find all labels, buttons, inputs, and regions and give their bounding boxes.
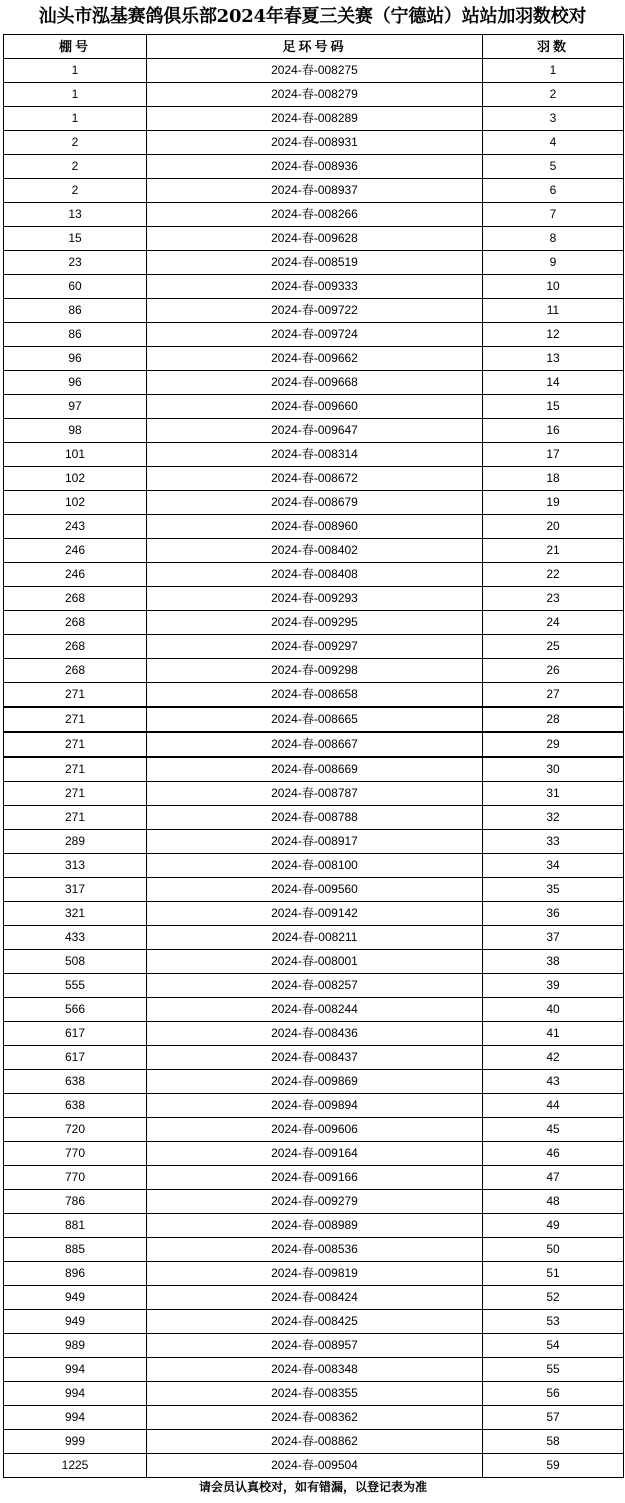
cell-ring: 2024-春-008658 bbox=[147, 683, 483, 708]
table-row bbox=[4, 1286, 624, 1310]
cell-loft: 770 bbox=[4, 1142, 147, 1166]
table-row bbox=[4, 926, 624, 950]
table-row bbox=[4, 515, 624, 539]
cell-loft: 2 bbox=[4, 131, 147, 155]
cell-count: 33 bbox=[483, 830, 624, 854]
cell-ring: 2024-春-008001 bbox=[147, 950, 483, 974]
cell-ring: 2024-春-008348 bbox=[147, 1358, 483, 1382]
cell-count: 24 bbox=[483, 611, 624, 635]
cell-ring: 2024-春-008669 bbox=[147, 757, 483, 782]
table-row bbox=[4, 1310, 624, 1334]
cell-loft: 271 bbox=[4, 782, 147, 806]
cell-count: 37 bbox=[483, 926, 624, 950]
cell-loft: 786 bbox=[4, 1190, 147, 1214]
table-row bbox=[4, 1334, 624, 1358]
cell-loft: 98 bbox=[4, 419, 147, 443]
table-row bbox=[4, 902, 624, 926]
cell-ring: 2024-春-008665 bbox=[147, 707, 483, 732]
table-row bbox=[4, 275, 624, 299]
cell-count: 7 bbox=[483, 203, 624, 227]
cell-ring: 2024-春-009606 bbox=[147, 1118, 483, 1142]
cell-loft: 896 bbox=[4, 1262, 147, 1286]
cell-ring: 2024-春-008436 bbox=[147, 1022, 483, 1046]
cell-ring: 2024-春-008936 bbox=[147, 155, 483, 179]
cell-ring: 2024-春-008937 bbox=[147, 179, 483, 203]
cell-loft: 96 bbox=[4, 347, 147, 371]
table-row bbox=[4, 155, 624, 179]
table-row bbox=[4, 1358, 624, 1382]
table-row bbox=[4, 830, 624, 854]
table-row bbox=[4, 443, 624, 467]
cell-loft: 885 bbox=[4, 1238, 147, 1262]
page-title: 汕头市泓基赛鸽俱乐部2024年春夏三关赛（宁德站）站站加羽数校对 bbox=[38, 6, 587, 27]
cell-loft: 994 bbox=[4, 1382, 147, 1406]
cell-count: 13 bbox=[483, 347, 624, 371]
table-row bbox=[4, 1430, 624, 1454]
cell-count: 51 bbox=[483, 1262, 624, 1286]
cell-ring: 2024-春-009894 bbox=[147, 1094, 483, 1118]
table-row bbox=[4, 878, 624, 902]
table-row bbox=[4, 1382, 624, 1406]
cell-count: 15 bbox=[483, 395, 624, 419]
cell-loft: 720 bbox=[4, 1118, 147, 1142]
cell-loft: 989 bbox=[4, 1334, 147, 1358]
cell-ring: 2024-春-008672 bbox=[147, 467, 483, 491]
cell-loft: 243 bbox=[4, 515, 147, 539]
cell-ring: 2024-春-009722 bbox=[147, 299, 483, 323]
cell-ring: 2024-春-008257 bbox=[147, 974, 483, 998]
cell-count: 16 bbox=[483, 419, 624, 443]
cell-loft: 268 bbox=[4, 587, 147, 611]
cell-loft: 246 bbox=[4, 539, 147, 563]
cell-count: 11 bbox=[483, 299, 624, 323]
table-row bbox=[4, 998, 624, 1022]
table-row bbox=[4, 1406, 624, 1430]
cell-count: 54 bbox=[483, 1334, 624, 1358]
table-row bbox=[4, 491, 624, 515]
table-row bbox=[4, 1070, 624, 1094]
cell-count: 21 bbox=[483, 539, 624, 563]
cell-count: 3 bbox=[483, 107, 624, 131]
cell-count: 18 bbox=[483, 467, 624, 491]
cell-ring: 2024-春-008788 bbox=[147, 806, 483, 830]
cell-loft: 1225 bbox=[4, 1454, 147, 1478]
cell-count: 40 bbox=[483, 998, 624, 1022]
table-row bbox=[4, 782, 624, 806]
cell-ring: 2024-春-008787 bbox=[147, 782, 483, 806]
cell-count: 47 bbox=[483, 1166, 624, 1190]
cell-count: 39 bbox=[483, 974, 624, 998]
cell-count: 20 bbox=[483, 515, 624, 539]
cell-count: 38 bbox=[483, 950, 624, 974]
cell-loft: 638 bbox=[4, 1094, 147, 1118]
cell-count: 31 bbox=[483, 782, 624, 806]
cell-ring: 2024-春-008314 bbox=[147, 443, 483, 467]
cell-ring: 2024-春-008355 bbox=[147, 1382, 483, 1406]
cell-loft: 271 bbox=[4, 806, 147, 830]
cell-count: 58 bbox=[483, 1430, 624, 1454]
cell-loft: 268 bbox=[4, 659, 147, 683]
cell-count: 2 bbox=[483, 83, 624, 107]
table-row bbox=[4, 1142, 624, 1166]
cell-ring: 2024-春-009293 bbox=[147, 587, 483, 611]
cell-ring: 2024-春-009724 bbox=[147, 323, 483, 347]
cell-count: 43 bbox=[483, 1070, 624, 1094]
table-row bbox=[4, 1046, 624, 1070]
cell-loft: 1 bbox=[4, 107, 147, 131]
cell-loft: 271 bbox=[4, 683, 147, 708]
cell-count: 48 bbox=[483, 1190, 624, 1214]
cell-ring: 2024-春-009660 bbox=[147, 395, 483, 419]
cell-ring: 2024-春-008931 bbox=[147, 131, 483, 155]
cell-ring: 2024-春-008424 bbox=[147, 1286, 483, 1310]
cell-loft: 2 bbox=[4, 179, 147, 203]
table-row bbox=[4, 1166, 624, 1190]
table-row bbox=[4, 563, 624, 587]
table-row bbox=[4, 683, 624, 708]
cell-loft: 321 bbox=[4, 902, 147, 926]
column-header-count: 羽数 bbox=[483, 35, 624, 59]
cell-count: 56 bbox=[483, 1382, 624, 1406]
cell-loft: 999 bbox=[4, 1430, 147, 1454]
table-row bbox=[4, 59, 624, 83]
table-row bbox=[4, 467, 624, 491]
cell-ring: 2024-春-009869 bbox=[147, 1070, 483, 1094]
footer-note: 请会员认真校对，如有错漏，以登记表为准 bbox=[198, 1480, 427, 1494]
cell-count: 32 bbox=[483, 806, 624, 830]
cell-loft: 313 bbox=[4, 854, 147, 878]
cell-count: 59 bbox=[483, 1454, 624, 1478]
cell-loft: 268 bbox=[4, 611, 147, 635]
cell-loft: 23 bbox=[4, 251, 147, 275]
cell-loft: 617 bbox=[4, 1046, 147, 1070]
cell-ring: 2024-春-008960 bbox=[147, 515, 483, 539]
table-row bbox=[4, 539, 624, 563]
cell-ring: 2024-春-008279 bbox=[147, 83, 483, 107]
cell-ring: 2024-春-008362 bbox=[147, 1406, 483, 1430]
cell-ring: 2024-春-008244 bbox=[147, 998, 483, 1022]
cell-loft: 268 bbox=[4, 635, 147, 659]
table-row bbox=[4, 83, 624, 107]
table-row bbox=[4, 203, 624, 227]
cell-count: 53 bbox=[483, 1310, 624, 1334]
cell-ring: 2024-春-009166 bbox=[147, 1166, 483, 1190]
table-row bbox=[4, 227, 624, 251]
cell-count: 17 bbox=[483, 443, 624, 467]
cell-ring: 2024-春-008679 bbox=[147, 491, 483, 515]
cell-ring: 2024-春-008266 bbox=[147, 203, 483, 227]
cell-loft: 13 bbox=[4, 203, 147, 227]
cell-loft: 60 bbox=[4, 275, 147, 299]
cell-ring: 2024-春-009668 bbox=[147, 371, 483, 395]
table-row bbox=[4, 806, 624, 830]
cell-loft: 86 bbox=[4, 299, 147, 323]
cell-count: 36 bbox=[483, 902, 624, 926]
cell-ring: 2024-春-008519 bbox=[147, 251, 483, 275]
cell-ring: 2024-春-009819 bbox=[147, 1262, 483, 1286]
cell-count: 50 bbox=[483, 1238, 624, 1262]
cell-loft: 770 bbox=[4, 1166, 147, 1190]
table-row bbox=[4, 371, 624, 395]
table-row bbox=[4, 1094, 624, 1118]
cell-ring: 2024-春-008862 bbox=[147, 1430, 483, 1454]
cell-count: 28 bbox=[483, 707, 624, 732]
cell-ring: 2024-春-009628 bbox=[147, 227, 483, 251]
cell-ring: 2024-春-008408 bbox=[147, 563, 483, 587]
cell-loft: 246 bbox=[4, 563, 147, 587]
table-header-row bbox=[4, 35, 624, 59]
cell-ring: 2024-春-009647 bbox=[147, 419, 483, 443]
cell-ring: 2024-春-008100 bbox=[147, 854, 483, 878]
cell-ring: 2024-春-009295 bbox=[147, 611, 483, 635]
table-row bbox=[4, 251, 624, 275]
cell-loft: 566 bbox=[4, 998, 147, 1022]
cell-count: 46 bbox=[483, 1142, 624, 1166]
table-row bbox=[4, 611, 624, 635]
table-row bbox=[4, 1214, 624, 1238]
cell-count: 22 bbox=[483, 563, 624, 587]
results-table bbox=[3, 34, 624, 1478]
cell-ring: 2024-春-008957 bbox=[147, 1334, 483, 1358]
cell-count: 5 bbox=[483, 155, 624, 179]
cell-loft: 15 bbox=[4, 227, 147, 251]
cell-count: 9 bbox=[483, 251, 624, 275]
table-row bbox=[4, 587, 624, 611]
cell-loft: 949 bbox=[4, 1286, 147, 1310]
cell-ring: 2024-春-008275 bbox=[147, 59, 483, 83]
cell-ring: 2024-春-008211 bbox=[147, 926, 483, 950]
cell-count: 44 bbox=[483, 1094, 624, 1118]
cell-loft: 994 bbox=[4, 1406, 147, 1430]
table-row bbox=[4, 323, 624, 347]
cell-count: 1 bbox=[483, 59, 624, 83]
cell-count: 8 bbox=[483, 227, 624, 251]
cell-loft: 271 bbox=[4, 707, 147, 732]
cell-count: 27 bbox=[483, 683, 624, 708]
cell-loft: 271 bbox=[4, 757, 147, 782]
cell-ring: 2024-春-008917 bbox=[147, 830, 483, 854]
cell-ring: 2024-春-009333 bbox=[147, 275, 483, 299]
cell-count: 14 bbox=[483, 371, 624, 395]
table-body bbox=[4, 59, 624, 1478]
table-row bbox=[4, 1238, 624, 1262]
cell-loft: 86 bbox=[4, 323, 147, 347]
table-row bbox=[4, 347, 624, 371]
cell-loft: 1 bbox=[4, 83, 147, 107]
cell-loft: 617 bbox=[4, 1022, 147, 1046]
cell-loft: 2 bbox=[4, 155, 147, 179]
cell-loft: 97 bbox=[4, 395, 147, 419]
cell-count: 41 bbox=[483, 1022, 624, 1046]
table-row bbox=[4, 1022, 624, 1046]
cell-loft: 881 bbox=[4, 1214, 147, 1238]
cell-count: 52 bbox=[483, 1286, 624, 1310]
cell-count: 23 bbox=[483, 587, 624, 611]
table-row bbox=[4, 635, 624, 659]
cell-ring: 2024-春-009504 bbox=[147, 1454, 483, 1478]
cell-loft: 101 bbox=[4, 443, 147, 467]
cell-ring: 2024-春-008989 bbox=[147, 1214, 483, 1238]
cell-loft: 555 bbox=[4, 974, 147, 998]
cell-loft: 289 bbox=[4, 830, 147, 854]
cell-loft: 994 bbox=[4, 1358, 147, 1382]
table-row bbox=[4, 707, 624, 732]
cell-count: 12 bbox=[483, 323, 624, 347]
table-row bbox=[4, 1262, 624, 1286]
cell-count: 19 bbox=[483, 491, 624, 515]
cell-count: 6 bbox=[483, 179, 624, 203]
table-row bbox=[4, 299, 624, 323]
cell-loft: 317 bbox=[4, 878, 147, 902]
table-row bbox=[4, 950, 624, 974]
cell-count: 35 bbox=[483, 878, 624, 902]
cell-count: 49 bbox=[483, 1214, 624, 1238]
table-row bbox=[4, 854, 624, 878]
cell-ring: 2024-春-009298 bbox=[147, 659, 483, 683]
cell-loft: 96 bbox=[4, 371, 147, 395]
column-header-loft: 棚号 bbox=[4, 35, 147, 59]
cell-ring: 2024-春-009142 bbox=[147, 902, 483, 926]
cell-count: 42 bbox=[483, 1046, 624, 1070]
cell-ring: 2024-春-008402 bbox=[147, 539, 483, 563]
cell-ring: 2024-春-009164 bbox=[147, 1142, 483, 1166]
cell-loft: 1 bbox=[4, 59, 147, 83]
cell-ring: 2024-春-009662 bbox=[147, 347, 483, 371]
table-row bbox=[4, 757, 624, 782]
cell-ring: 2024-春-008437 bbox=[147, 1046, 483, 1070]
cell-loft: 638 bbox=[4, 1070, 147, 1094]
cell-loft: 102 bbox=[4, 467, 147, 491]
cell-loft: 271 bbox=[4, 732, 147, 757]
cell-count: 26 bbox=[483, 659, 624, 683]
column-header-ring: 足环号码 bbox=[147, 35, 483, 59]
cell-count: 57 bbox=[483, 1406, 624, 1430]
cell-count: 4 bbox=[483, 131, 624, 155]
table-row bbox=[4, 419, 624, 443]
cell-loft: 949 bbox=[4, 1310, 147, 1334]
cell-ring: 2024-春-008289 bbox=[147, 107, 483, 131]
table-row bbox=[4, 107, 624, 131]
cell-ring: 2024-春-008536 bbox=[147, 1238, 483, 1262]
table-row bbox=[4, 131, 624, 155]
cell-ring: 2024-春-009560 bbox=[147, 878, 483, 902]
cell-count: 25 bbox=[483, 635, 624, 659]
cell-ring: 2024-春-008425 bbox=[147, 1310, 483, 1334]
cell-ring: 2024-春-008667 bbox=[147, 732, 483, 757]
cell-loft: 433 bbox=[4, 926, 147, 950]
table-row bbox=[4, 732, 624, 757]
cell-count: 10 bbox=[483, 275, 624, 299]
table-row bbox=[4, 395, 624, 419]
table-row bbox=[4, 1190, 624, 1214]
cell-loft: 102 bbox=[4, 491, 147, 515]
cell-count: 55 bbox=[483, 1358, 624, 1382]
table-row bbox=[4, 1118, 624, 1142]
cell-loft: 508 bbox=[4, 950, 147, 974]
cell-count: 29 bbox=[483, 732, 624, 757]
cell-count: 34 bbox=[483, 854, 624, 878]
cell-count: 45 bbox=[483, 1118, 624, 1142]
table-row bbox=[4, 179, 624, 203]
table-row bbox=[4, 659, 624, 683]
cell-count: 30 bbox=[483, 757, 624, 782]
cell-ring: 2024-春-009279 bbox=[147, 1190, 483, 1214]
cell-ring: 2024-春-009297 bbox=[147, 635, 483, 659]
table-row bbox=[4, 974, 624, 998]
